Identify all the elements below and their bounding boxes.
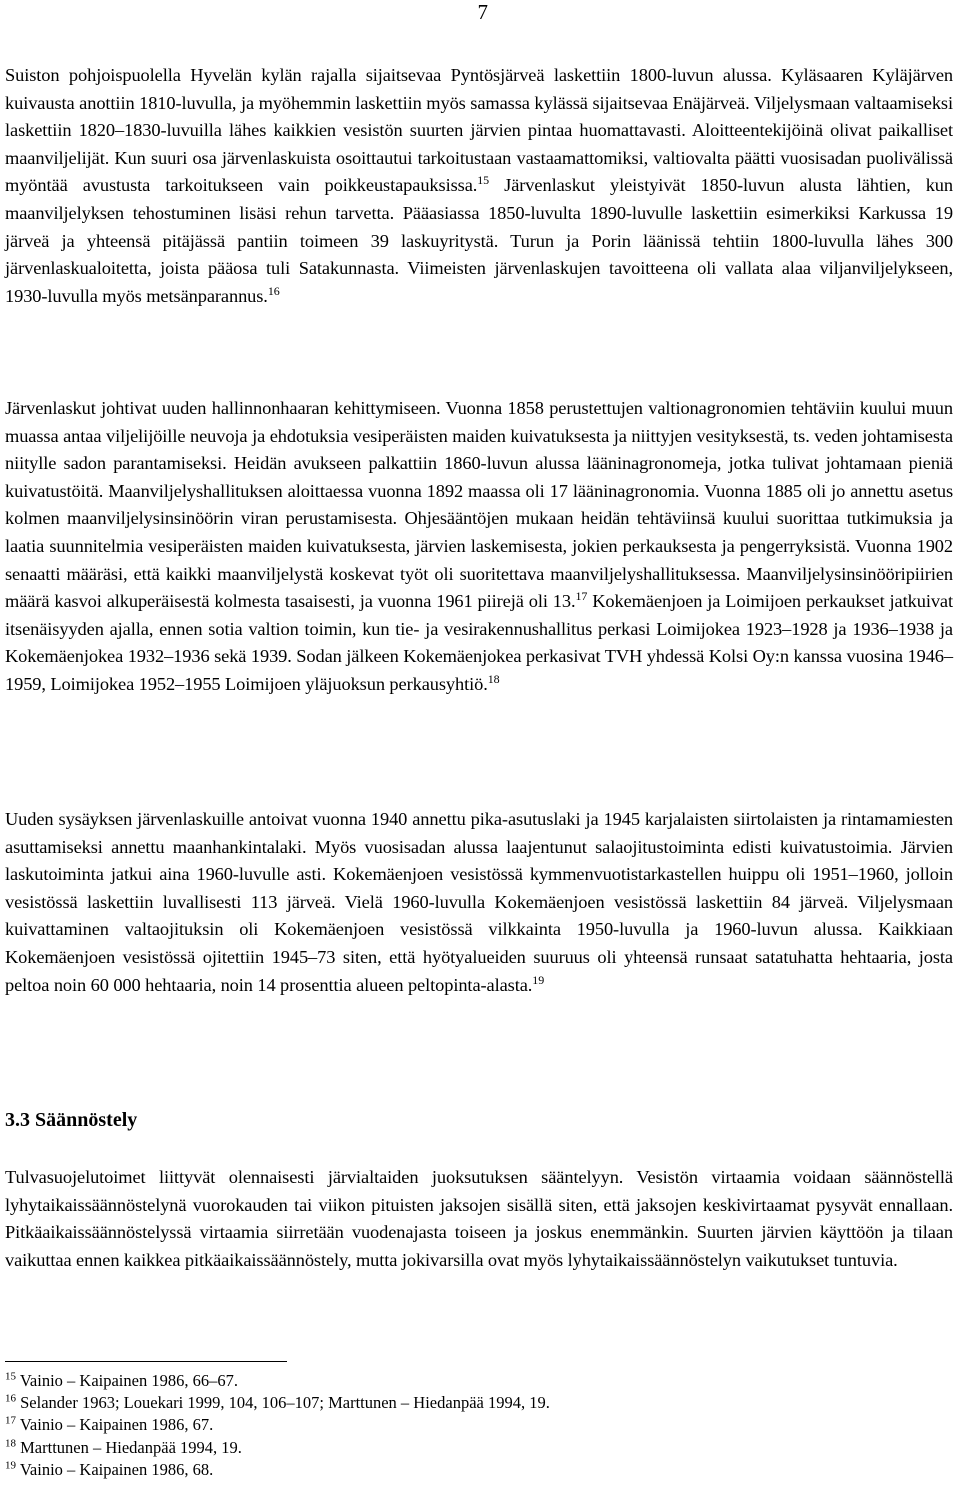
section-heading: 3.3 Säännöstely <box>5 1109 138 1131</box>
footnote-number: 15 <box>5 1370 16 1383</box>
footnote-text: Vainio – Kaipainen 1986, 67. <box>16 1415 214 1435</box>
footnote-text: Vainio – Kaipainen 1986, 66–67. <box>16 1371 238 1390</box>
footnote-ref: 15 <box>477 173 490 188</box>
paragraph-regulation <box>5 1164 953 1274</box>
footnotes <box>5 1370 945 1481</box>
paragraph-postwar-drainage <box>5 806 953 999</box>
paragraph-text: Suiston pohjoispuolella Hyvelän kylän rajalla sijaitsevaa Pyntösjärveä laskettiin 1800-luvun alussa. Kyläsaaren Kyläjärven kuivausta anottiin 1810-luvulla, ja myöhemmin laskettiin myös samassa kylässä sijaitsevaa Enäjärveä. Viljelysmaan valtaamiseksi laskettiin 1820–1830-luvuilla lähes kaikkien vesistön suurten järvien pintaa huomattavasti. Aloitteentekijöinä olivat paikalliset maanviljelijät. Kun suuri osa järvenlaskuista osoittautui tarkoitustaan vastaamattomiksi, valtiovalta päätti vuosisadan puolivälissä myöntää avustusta tarkoitukseen vain poikkeustapauksissa. <box>5 65 953 196</box>
footnote-number: 16 <box>5 1392 16 1405</box>
footnote-number: 18 <box>5 1437 16 1450</box>
page-number: 7 <box>477 0 488 24</box>
footnote <box>5 1370 945 1392</box>
footnote <box>5 1392 945 1414</box>
footnote-text: Marttunen – Hiedanpää 1994, 19. <box>16 1437 242 1457</box>
paragraph-text: Kokemäenjoen ja Loimijoen perkaukset jatkuivat itsenäisyyden ajalla, ennen sotia valtion toimin, kun tie- ja vesirakennushallitus perkasi Loimijokea 1923–1928 ja 1936–1938 ja Kokemäenjokea 1932–1936 sekä 1939. Sodan jälkeen Kokemäenjokea perkasivat TVH yhdessä Kolsi Oy:n kanssa vuosina 1946–1959, Loimijokea 1952–1955 Loimijoen yläjuoksun perkausyhtiö. <box>5 591 953 694</box>
paragraph-text: Järvenlaskut johtivat uuden hallinnonhaaran kehittymiseen. Vuonna 1858 perustettujen valtionagronomien tehtäviin kuului muun muassa antaa viljelijöille neuvoja ja ehdotuksia vesiperäisten maiden kuivatuksesta ja niittyjen vesityksestä, ts. veden johtamisesta niitylle sadon parantamiseksi. Heidän avukseen palkattiin 1860-luvun alussa lääninagronomeja, jotka tulivat johtamaan pieniä kuivatustöitä. Maanviljelyshallituksen aloittaessa vuonna 1892 maassa oli 17 lääninagronomia. Vuonna 1885 oli jo annettu asetus kolmen maanviljelysinsinöörin viran perustamisesta. Ohjesääntöjen mukaan heidän tehtäviinsä kuului suorittaa tutkimuksia ja laatia suunnitelmia vesiperäisten maiden kuivatuksesta, järvien laskemisesta, jokien perkauksesta ja pengerryksistä. Vuonna 1902 senaatti määräsi, että kaikki maanviljelystä koskevat työt oli suoritettava maanviljelyshallituksessa. Maanviljelysinsinööripiirien määrä kasvoi alkuperäisestä kolmesta tasaisesti, ja vuonna 1961 piirejä oli 13. <box>5 398 953 612</box>
footnote-ref: 18 <box>487 671 500 686</box>
footnote-divider <box>5 1361 287 1362</box>
paragraph-administration <box>5 395 953 699</box>
footnote-ref: 16 <box>267 283 280 298</box>
footnote <box>5 1414 945 1436</box>
footnote-ref: 19 <box>532 972 545 987</box>
footnote <box>5 1437 945 1459</box>
footnote-text: Vainio – Kaipainen 1986, 68. <box>16 1459 214 1479</box>
paragraph-text: Uuden sysäyksen järvenlaskuille antoivat vuonna 1940 annettu pika-asutuslaki ja 1945 karjalaisten siirtolaisten ja rintamamiesten asuttamiseksi annettu maanhankintalaki. Myös vuosisadan alussa laajentunut salaojitustoiminta edisti kuivatustoimia. Järvien laskutoiminta jatkui aina 1960-luvulle asti. Kokemäenjoen vesistössä kymmenvuotistarkastellen huippu oli 1951–1960, jolloin vesistössä laskettiin luvallisesti 113 järveä. Vielä 1960-luvulla Kokemäenjoen vesistössä laskettiin 84 järveä. Viljelysmaan kuivattaminen valtaojituksin oli Kokemäenjoen vesistössä vilkkainta 1950-luvulla ja 1960-luvun alussa. Kaikkiaan Kokemäenjoen vesistössä ojitettiin 1945–73 siten, että hyötyalueiden suuruus oli yhteensä runsaat satatuhatta hehtaaria, josta peltoa noin 60 000 hehtaaria, noin 14 prosenttia alueen peltopinta-alasta. <box>5 809 953 995</box>
footnote-ref: 17 <box>575 589 588 604</box>
footnote-number: 17 <box>5 1414 16 1427</box>
paragraph-text: Järvenlaskut yleistyivät 1850-luvun alusta lähtien, kun maanviljelyksen tehostuminen lisäsi rehun tarvetta. Pääasiassa 1850-luvulta 1890-luvulle laskettiin esimerkiksi Karkussa 19 järveä ja yhteensä pitäjässä pantiin toimeen 39 laskuyritystä. Turun ja Porin läänissä tehtiin 1800-luvulla lähes 300 järvenlaskualoitetta, joista pääosa tuli Satakunnasta. Viimeisten järvenlaskujen tavoitteena oli vallata alaa viljanviljelykseen, 1930-luvulla myös metsänparannus. <box>5 175 954 306</box>
footnote-text: Selander 1963; Louekari 1999, 104, 106–107; Marttunen – Hiedanpää 1994, 19. <box>16 1393 550 1413</box>
paragraph-lake-drainage-history <box>5 62 953 310</box>
footnote <box>5 1459 945 1481</box>
paragraph-text: Tulvasuojelutoimet liittyvät olennaisesti järvialtaiden juoksutuksen sääntelyyn. Vesistön virtaamia voidaan säännöstellä lyhytaikaissäännöstelynä vuorokauden tai viikon pituisten jaksojen sisällä siten, että jaksojen keskivirtaamat pysyvät ennallaan. Pitkäaikaissäännöstelyssä virtaamia siirretään vuodenajasta toiseen ja joskus enemmänkin. Suurten järvien käyttöön ja tilaan vaikuttaa ennen kaikkea pitkäaikaissäännöstely, mutta jokivarsilla ovat myös lyhytaikaissäännöstelyn vaikutukset tuntuvia. <box>5 1167 953 1270</box>
footnote-number: 19 <box>5 1459 16 1472</box>
